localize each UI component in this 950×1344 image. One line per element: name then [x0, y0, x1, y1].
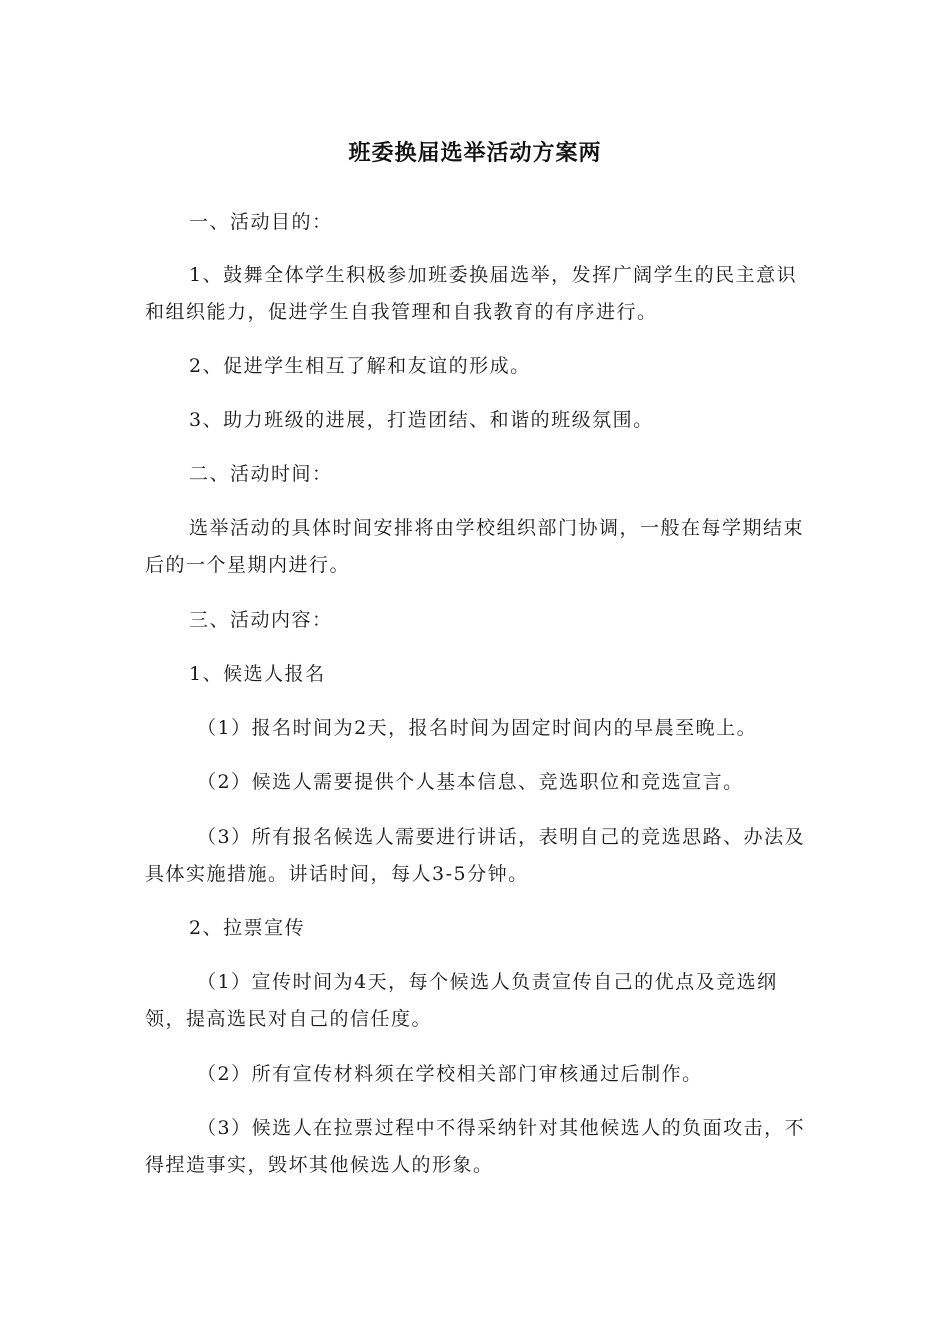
subheading-campaign: 2、拉票宣传	[189, 917, 306, 939]
paragraph-purpose-2: 2、促进学生相互了解和友谊的形成。	[189, 355, 531, 377]
subheading-registration: 1、候选人报名	[189, 663, 326, 685]
paragraph-registration-1: （1）报名时间为2天，报名时间为固定时间内的早晨至晚上。	[197, 717, 758, 739]
paragraph-purpose-3: 3、助力班级的进展，打造团结、和谐的班级氛围。	[189, 409, 654, 431]
section-heading-time: 二、活动时间：	[189, 463, 333, 485]
section-heading-purpose: 一、活动目的：	[189, 211, 333, 233]
paragraph-registration-3: （3）所有报名候选人需要进行讲话，表明自己的竞选思路、办法及具体实施措施。讲话时间，每人3-5分钟。	[145, 826, 806, 885]
paragraph-campaign-3: （3）候选人在拉票过程中不得采纳针对其他候选人的负面攻击，不得捏造事实，毁坏其他候选人的形象。	[145, 1117, 806, 1176]
document-title: 班委换届选举活动方案两	[348, 141, 602, 166]
section-heading-content: 三、活动内容：	[189, 609, 333, 631]
paragraph-purpose-1: 1、鼓舞全体学生积极参加班委换届选举，发挥广阔学生的民主意识和组织能力，促进学生自我管理和自我教育的有序进行。	[145, 264, 798, 323]
paragraph-campaign-1: （1）宣传时间为4天，每个候选人负责宣传自己的优点及竞选纲领，提高选民对自己的信任度。	[145, 971, 778, 1030]
paragraph-registration-2: （2）候选人需要提供个人基本信息、竞选职位和竞选宣言。	[197, 771, 744, 793]
paragraph-time: 选举活动的具体时间安排将由学校组织部门协调，一般在每学期结束后的一个星期内进行。	[145, 517, 805, 576]
paragraph-campaign-2: （2）所有宣传材料须在学校相关部门审核通过后制作。	[197, 1063, 703, 1085]
